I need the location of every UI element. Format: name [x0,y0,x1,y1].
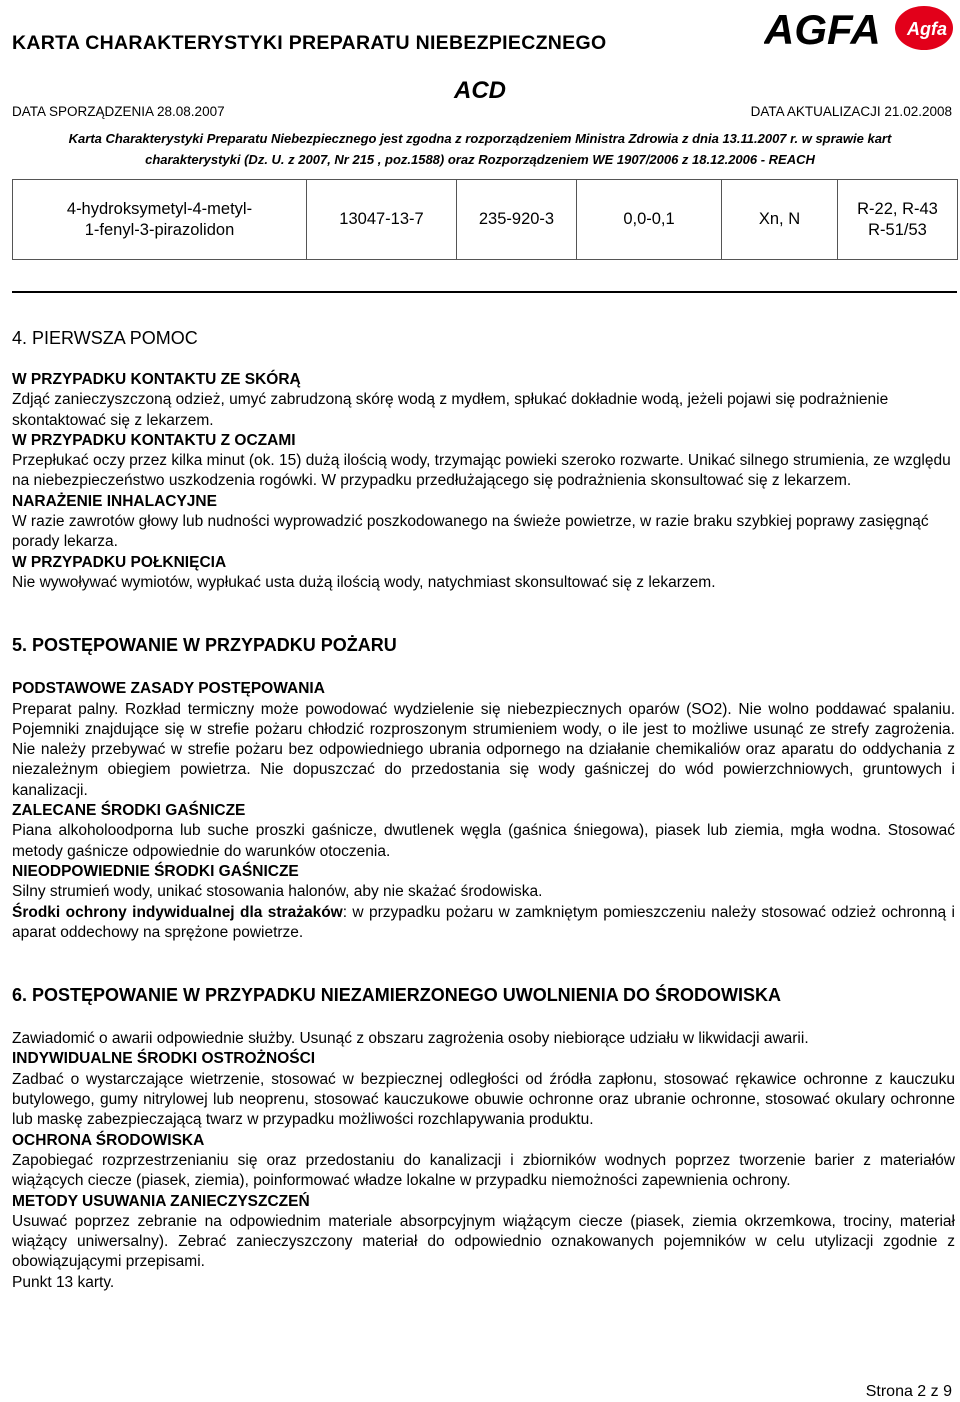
agfa-logo-wordmark: AGFA [764,6,881,53]
document-title: KARTA CHARAKTERYSTYKI PREPARATU NIEBEZPIECZNEGO [12,32,607,54]
cleanup-methods-text: Usuwać poprzez zebranie na odpowiednim materiale absorpcyjnym wiążącym ciecze (piasek, ziemia okrzemkowa, trociny, materiał wiążący uniwersalny). Zebrać zanieczyszczony materiał do odpowiednio oznakowanych pojemników w celu utylizacji zgodnie z obowiązującymi przepisami. [12,1212,955,1271]
ec-number-cell: 235-920-3 [457,180,577,260]
component-name-cell [13,180,307,260]
date-updated: DATA AKTUALIZACJI 21.02.2008 [750,104,952,119]
disposal-reference-text: Punkt 13 karty. [12,1273,115,1291]
regulation-line-1: Karta Charakterystyki Preparatu Niebezpiecznego jest zgodna z rozporządzeniem Ministra Zdrowia z dnia 13.11.2007 r. w sprawie kart [68,131,892,146]
risk-phrases-line-1: R-22, R-43 [857,199,938,218]
risk-phrases-cell [838,180,958,260]
regulation-note [0,128,960,170]
document-body [12,326,955,1293]
skin-contact-text: Zdjąć zanieczyszczoną odzież, umyć zabrudzoną skórę wodą z mydłem, spłukać dokładnie wodą, jeżeli pojawi się podrażnienie skontaktować się z lekarzem. [12,391,889,429]
component-name-line-2: 1-fenyl-3-pirazolidon [84,220,235,239]
risk-phrases-line-2: R-51/53 [868,220,927,239]
ingestion-text: Nie wywoływać wymiotów, wypłukać usta dużą ilością wody, natychmiast skonsultować się z lekarzem. [12,573,716,591]
eye-contact-text: Przepłukać oczy przez kilka minut (ok. 15) dużą ilością wody, trzymając powieki szeroko rozwarte. Unikać silnego strumienia, ze względu na niebezpieczeństwo uszkodzenia rogówki. W przypadku przedłużającego się podrażnienia skonsultować się z lekarzem. [12,452,951,490]
recommended-extinguishing-heading: ZALECANE ŚRODKI GAŚNICZE [12,802,246,820]
section-6-title: 6. POSTĘPOWANIE W PRZYPADKU NIEZAMIERZONEGO UWOLNIENIA DO ŚRODOWISKA [12,985,782,1006]
basic-rules-heading: PODSTAWOWE ZASADY POSTĘPOWANIA [12,680,325,698]
regulation-line-2: charakterystyki (Dz. U. z 2007, Nr 215 , poz.1588) oraz Rozporządzeniem WE 1907/2006 z 18.12.2006 - REACH [145,152,815,167]
section-divider [12,291,957,293]
section-4-title: 4. PIERWSZA POMOC [12,328,198,348]
agfa-logo-badge-text: Agfa [907,19,947,39]
environment-protection-text: Zapobiegać rozprzestrzenianiu się oraz przedostaniu do kanalizacji i zbiorników wodnych poprzez tworzenie barier z materiałów wiążących ciecze (piasek, ziemia), poinformować władze lokalne w przypadku niemożności zapewnienia ochrony. [12,1151,955,1190]
inhalation-text: W razie zawrotów głowy lub nudności wyprowadzić poszkodowanego na świeże powietrze, w razie braku szybkiej poprawy zasięgnąć porady lekarza. [12,513,929,551]
firefighter-protection-body: : w przypadku pożaru w zamkniętym pomieszczeniu należy stosować odzież ochronną i aparat oddechowy na sprężone powietrze. [12,903,955,941]
component-name-line-1: 4-hydroksymetyl-4-metyl- [66,199,253,218]
agfa-logo [764,4,954,56]
hazardous-component-table [12,179,958,260]
section-5-title: 5. POSTĘPOWANIE W PRZYPADKU POŻARU [12,635,397,656]
inhalation-heading: NARAŻENIE INHALACYJNE [12,492,217,510]
release-intro-text: Zawiadomić o awarii odpowiednie służby. Usunąć z obszaru zagrożenia osoby niebiorące udziału w likwidacji awarii. [12,1030,809,1048]
hazard-symbol-cell: Xn, N [722,180,838,260]
skin-contact-heading: W PRZYPADKU KONTAKTU ZE SKÓRĄ [12,371,301,388]
page-number: Strona 2 z 9 [865,1383,952,1400]
table-row [13,180,958,260]
unsuitable-extinguishing-heading: NIEODPOWIEDNIE ŚRODKI GAŚNICZE [12,862,299,880]
personal-precautions-heading: INDYWIDUALNE ŚRODKI OSTROŻNOŚCI [12,1050,316,1068]
recommended-extinguishing-text: Piana alkoholoodporna lub suche proszki gaśnicze, dwutlenek węgla (gaśnica śniegowa), piasek lub ziemia, mgła wodna. Stosować metody gaśnicze odpowiednie do warunków otoczenia. [12,822,955,860]
concentration-cell: 0,0-0,1 [577,180,722,260]
cleanup-methods-heading: METODY USUWANIA ZANIECZYSZCZEŃ [12,1192,310,1210]
personal-precautions-text: Zadbać o wystarczające wietrzenie, stosować w bezpiecznej odległości od źródła zapłonu, stosować rękawice ochronne z kauczuku butylowego, gumy nitrylowej lub neoprenu, stosować kauczukowe obuwie ochronne oraz ubranie ochronne, stosować okulary ochronne lub maskę zabezpieczającą twarz w przypadku możliwości rozchlapywania produktu. [12,1070,955,1129]
date-prepared: DATA SPORZĄDZENIA 28.08.2007 [12,104,225,119]
firefighter-protection-label: Środki ochrony indywidualnej dla strażaków [12,903,343,921]
basic-rules-text: Preparat palny. Rozkład termiczny może powodować wydzielenie się niebezpiecznych oparów (SO2). Nie wolno poddawać spalaniu. Pojemniki znajdujące się w strefie pożaru chłodzić rozproszonym strumieniem wody, o ile jest to możliwe usunąć ze strefy zagrożenia. Nie należy przebywać w strefie pożaru bez odpowiedniego ubrania odpornego na działanie chemikaliów oraz aparatu do oddychania z niezależnym obiegiem powietrza. Nie dopuszczać do przedostania się wody gaśniczej do wód powierzchniowych, gruntowych i kanalizacji. [12,700,955,799]
unsuitable-extinguishing-text: Silny strumień wody, unikać stosowania halonów, aby nie skażać środowiska. [12,883,543,901]
ingestion-heading: W PRZYPADKU POŁKNIĘCIA [12,553,227,571]
cas-number-cell: 13047-13-7 [307,180,457,260]
eye-contact-heading: W PRZYPADKU KONTAKTU Z OCZAMI [12,431,296,449]
firefighter-protection-text [12,903,955,944]
product-name: ACD [454,77,506,104]
environment-protection-heading: OCHRONA ŚRODOWISKA [12,1131,205,1149]
